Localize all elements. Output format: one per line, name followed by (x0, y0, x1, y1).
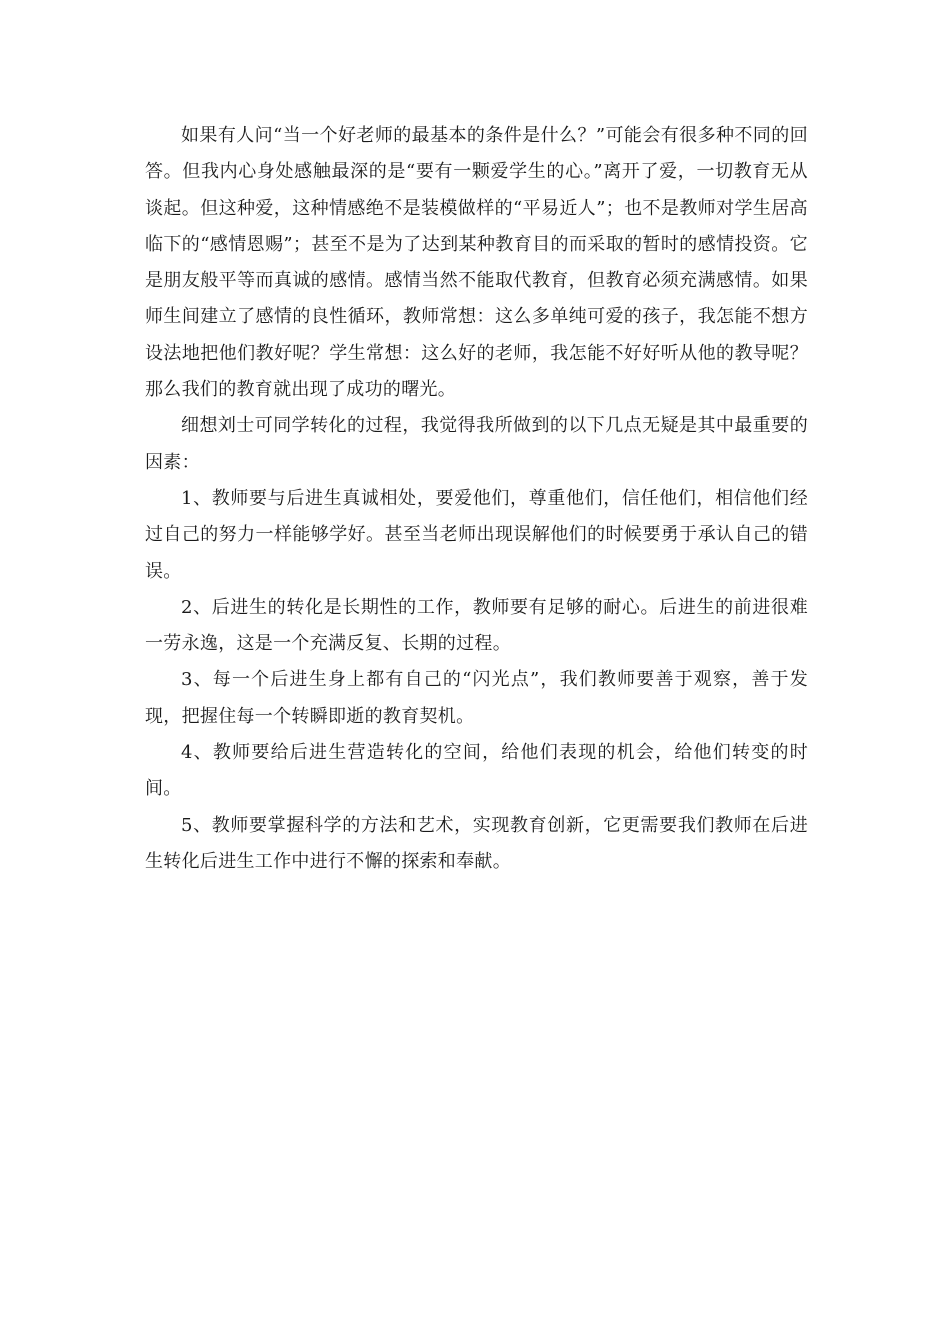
paragraph-intro: 如果有人问“当一个好老师的最基本的条件是什么？”可能会有很多种不同的回答。但我内心身处感触最深的是“要有一颗爱学生的心。”离开了爱，一切教育无从谈起。但这种爱，这种情感绝不是装模做样的“平易近人”；也不是教师对学生居高临下的“感情恩赐”；甚至不是为了达到某种教育目的而采取的暂时的感情投资。它是朋友般平等而真诚的感情。感情当然不能取代教育，但教育必须充满感情。如果师生间建立了感情的良性循环，教师常想：这么多单纯可爱的孩子，我怎能不想方设法地把他们教好呢？学生常想：这么好的老师，我怎能不好好听从他的教导呢？那么我们的教育就出现了成功的曙光。 (145, 125, 808, 401)
list-item-4: 4、教师要给后进生营造转化的空间，给他们表现的机会，给他们转变的时间。 (145, 742, 808, 800)
list-item-2: 2、后进生的转化是长期性的工作，教师要有足够的耐心。后进生的前进很难一劳永逸，这是一个充满反复、长期的过程。 (145, 596, 808, 655)
list-item-5: 5、教师要掌握科学的方法和艺术，实现教育创新，它更需要我们教师在后进生转化后进生工作中进行不懈的探索和奉献。 (145, 814, 808, 872)
document-body (145, 118, 808, 880)
list-item-3: 3、每一个后进生身上都有自己的“闪光点”，我们教师要善于观察，善于发现，把握住每一个转瞬即逝的教育契机。 (145, 669, 808, 727)
paragraph-factors-lead: 细想刘士可同学转化的过程，我觉得我所做到的以下几点无疑是其中最重要的因素： (145, 415, 808, 473)
list-item-1: 1、教师要与后进生真诚相处，要爱他们，尊重他们，信任他们，相信他们经过自己的努力一样能够学好。甚至当老师出现误解他们的时候要勇于承认自己的错误。 (145, 487, 808, 582)
